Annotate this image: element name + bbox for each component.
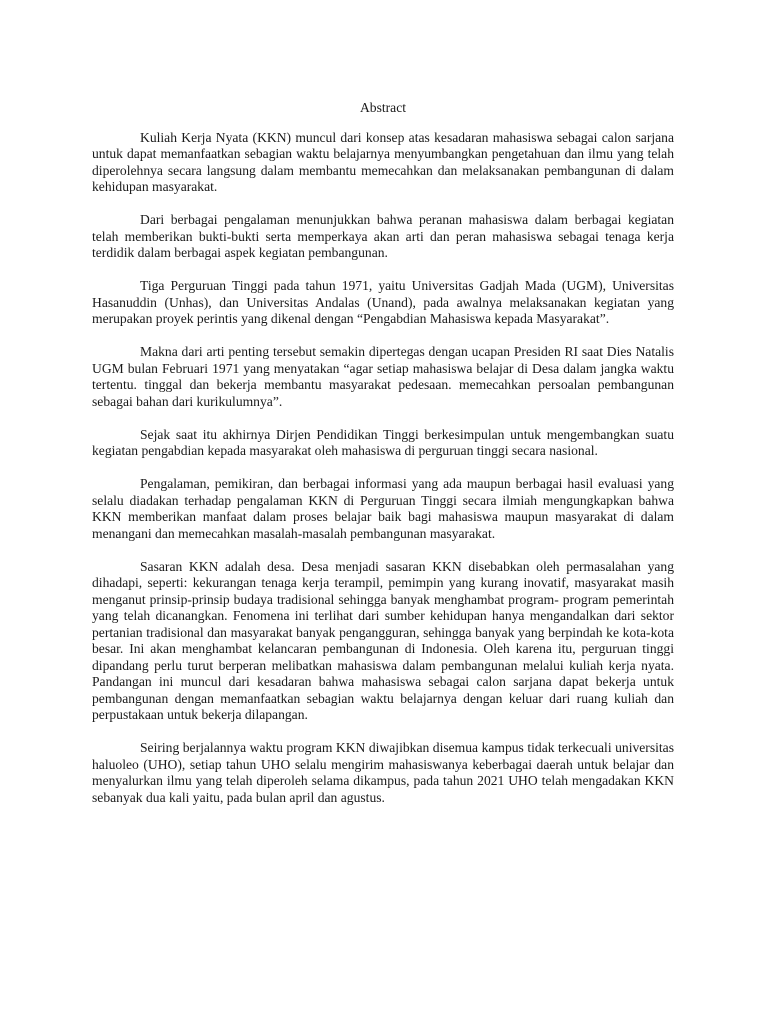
paragraph-3: Tiga Perguruan Tinggi pada tahun 1971, yaitu Universitas Gadjah Mada (UGM), Universitas Hasanuddin (Unhas), dan Universitas Andalas (Unand), pada awalnya melaksanakan kegiatan yang merupakan proyek perintis yang dikenal dengan “Pengabdian Mahasiswa kepada Masyarakat”.: [92, 278, 674, 326]
paragraph-2: Dari berbagai pengalaman menunjukkan bahwa peranan mahasiswa dalam berbagai kegiatan telah memberikan bukti-bukti serta memperkaya akan arti dan peran mahasiswa sebagai tenaga kerja terdidik dalam berbagai aspek kegiatan pembangunan.: [92, 212, 674, 260]
paragraph-1: Kuliah Kerja Nyata (KKN) muncul dari konsep atas kesadaran mahasiswa sebagai calon sarjana untuk dapat memanfaatkan sebagian waktu belajarnya menyumbangkan pengetahuan dan ilmu yang telah diperolehnya secara langsung dalam membantu memecahkan dan melaksanakan pembangunan di dalam kehidupan masyarakat.: [92, 129, 674, 194]
paragraph-4: Makna dari arti penting tersebut semakin dipertegas dengan ucapan Presiden RI saat Dies Natalis UGM bulan Februari 1971 yang menyatakan “agar setiap mahasiswa belajar di Desa dalam jangka waktu tertentu. tinggal dan bekerja membantu masyarakat pedesaan. memecahkan persoalan pembangunan sebagai bahan dari kurikulumnya”.: [92, 344, 674, 409]
paragraph-7: Sasaran KKN adalah desa. Desa menjadi sasaran KKN disebabkan oleh permasalahan yang dihadapi, seperti: kekurangan tenaga kerja terampil, pemimpin yang kurang inovatif, masyarakat masih menganut prinsip-prinsip budaya tradisional sehingga banyak menghambat program- program pemerintah yang telah dicanangkan. Fenomena ini terlihat dari sumber kehidupan hanya mengandalkan dari sektor pertanian tradisional dan masyarakat banyak pengangguran, sehingga banyak yang berpindah ke kota-kota besar. Ini akan menghambat kelancaran pembangunan di Indonesia. Oleh karena itu, perguruan tinggi dipandang perlu turut berperan melibatkan mahasiswa dalam pembangunan melalui kuliah kerja nyata. Pandangan ini muncul dari kesadaran bahwa mahasiswa sebagai calon sarjana dapat bekerja untuk pembangunan dengan memanfaatkan sebagian waktu belajarnya dengan keluar dari ruang kuliah dan perpustakaan untuk bekerja dilapangan.: [92, 558, 674, 722]
document-title: Abstract: [359, 100, 407, 115]
paragraph-8: Seiring berjalannya waktu program KKN diwajibkan disemua kampus tidak terkecuali universitas haluoleo (UHO), setiap tahun UHO selalu mengirim mahasiswanya keberbagai daerah untuk belajar dan menyalurkan ilmu yang telah diperoleh selama dikampus, pada tahun 2021 UHO telah mengadakan KKN sebanyak dua kali yaitu, pada bulan april dan agustus.: [92, 740, 674, 805]
document-body: [92, 100, 674, 823]
paragraph-5: Sejak saat itu akhirnya Dirjen Pendidikan Tinggi berkesimpulan untuk mengembangkan suatu kegiatan pengabdian kepada masyarakat oleh mahasiswa di perguruan tinggi secara nasional.: [92, 426, 674, 458]
paragraph-6: Pengalaman, pemikiran, dan berbagai informasi yang ada maupun berbagai hasil evaluasi yang selalu diadakan terhadap pengalaman KKN di Perguruan Tinggi secara ilmiah mengungkapkan bahwa KKN memberikan manfaat dalam proses belajar baik bagi mahasiswa maupun masyarakat di dalam menangani dan memecahkan masalah-masalah pembangunan masyarakat.: [92, 476, 674, 541]
